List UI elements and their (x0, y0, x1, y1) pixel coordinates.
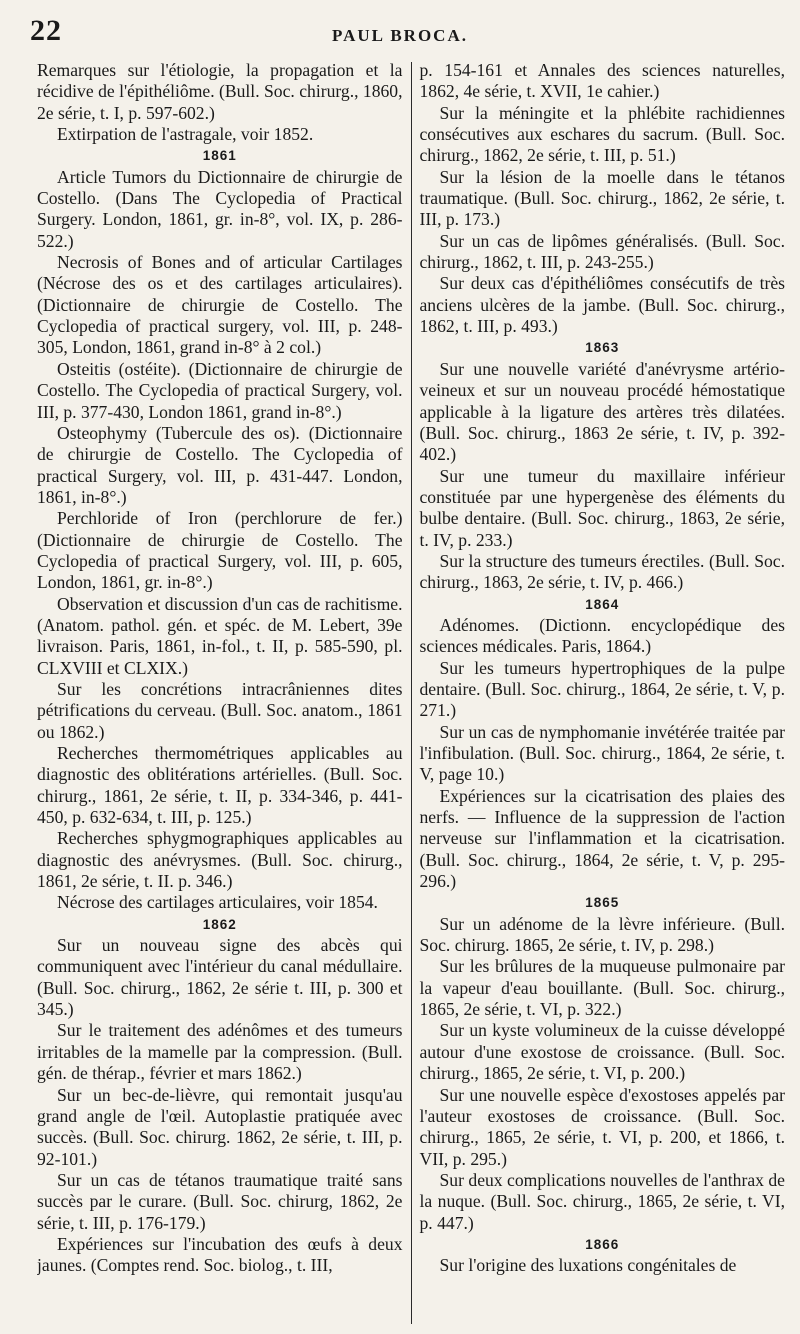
bibliography-entry: Osteophymy (Tubercule des os). (Dictionnaire de chirurgie de Costello. The Cyclopedia of practical Surgery, vol. III, p. 431-447. London, 1861, in-8°.) (37, 422, 403, 507)
bibliography-entry: Sur la méningite et la phlébite rachidiennes consécutives aux eschares du sacrum. (Bull. Soc. chirurg., 1862, 2e série, t. III, p. 51.) (419, 102, 785, 166)
bibliography-entry: Sur les concrétions intracrâniennes dites pétrifications du cerveau. (Bull. Soc. anatom., 1861 ou 1862.) (37, 678, 403, 742)
bibliography-entry: Sur les brûlures de la muqueuse pulmonaire par la vapeur d'eau bouillante. (Bull. Soc. chirurg., 1865, 2e série, t. VI, p. 322.) (419, 956, 785, 1020)
bibliography-entry: Sur la structure des tumeurs érectiles. (Bull. Soc. chirurg., 1863, 2e série, t. IV, p. 466.) (419, 550, 785, 593)
bibliography-entry: Remarques sur l'étiologie, la propagation et la récidive de l'épithéliôme. (Bull. Soc. chirurg., 1860, 2e série, t. I, p. 597-602.) (37, 60, 403, 123)
text-columns (37, 60, 785, 1326)
bibliography-entry: Sur un cas de nymphomanie invétérée traitée par l'infibulation. (Bull. Soc. chirurg., 1864, 2e série, t. V, page 10.) (419, 721, 785, 785)
bibliography-entry: p. 154-161 et Annales des sciences naturelles, 1862, 4e série, t. XVII, 1e cahier.) (419, 60, 785, 102)
bibliography-entry: Recherches thermométriques applicables au diagnostic des oblitérations artérielles. (Bull. Soc. chirurg., 1861, 2e série, t. II, p. 334-346, p. 441-450, p. 632-634, t. III, p. 125.) (37, 743, 403, 828)
year-heading: 1861 (202, 148, 237, 164)
bibliography-entry: Sur une nouvelle espèce d'exostoses appelés par l'auteur exostoses de croissance. (Bull. Soc. chirurg., 1865, 2e série, t. VI, p. 200, et 1866, t. VII, p. 295.) (419, 1084, 785, 1169)
bibliography-entry: Article Tumors du Dictionnaire de chirurgie de Costello. (Dans The Cyclopedia of Practical Surgery. London, 1861, gr. in-8°, vol. IX, p. 286-522.) (37, 166, 403, 251)
bibliography-entry: Sur une nouvelle variété d'anévrysme artério-veineux et sur un nouveau procédé hémostatique applicable à la ligature des artères très dilatées. (Bull. Soc. chirurg., 1863 2e série, t. IV, p. 392-402.) (419, 358, 785, 465)
bibliography-entry: Sur les tumeurs hypertrophiques de la pulpe dentaire. (Bull. Soc. chirurg., 1864, 2e série, t. V, p. 271.) (419, 657, 785, 721)
bibliography-entry: Expériences sur la cicatrisation des plaies des nerfs. — Influence de la suppression de l'action nerveuse sur l'inflammation et la cicatrisation. (Bull. Soc. chirurg., 1864, 2e série, t. V, p. 295-296.) (419, 785, 785, 892)
bibliography-entry: Expériences sur l'incubation des œufs à deux jaunes. (Comptes rend. Soc. biolog., t. III, (37, 1233, 403, 1276)
page-header (0, 0, 800, 52)
year-heading: 1864 (585, 596, 620, 612)
bibliography-entry: Sur un kyste volumineux de la cuisse développé autour d'une exostose de croissance. (Bull. Soc. chirurg., 1865, 2e série, t. VI, p. 200.) (419, 1020, 785, 1084)
year-heading: 1865 (585, 895, 620, 911)
bibliography-entry: Sur le traitement des adénômes et des tumeurs irritables de la mamelle par la compression. (Bull. gén. de thérap., février et mars 1862.) (37, 1020, 403, 1084)
bibliography-entry: Recherches sphygmographiques applicables au diagnostic des anévrysmes. (Bull. Soc. chirurg., 1861, 2e série, t. II. p. 346.) (37, 828, 403, 892)
page-number: 22 (30, 14, 62, 47)
bibliography-entry: Perchloride of Iron (perchlorure de fer.) (Dictionnaire de chirurgie de Costello. The Cyclopedia of practical Surgery, vol. III, p. 605, London, 1861, gr. in-8°.) (37, 508, 403, 593)
bibliography-entry: Sur la lésion de la moelle dans le tétanos traumatique. (Bull. Soc. chirurg., 1862, 2e série, t. III, p. 173.) (419, 166, 785, 230)
bibliography-entry: Sur un nouveau signe des abcès qui communiquent avec l'intérieur du canal médullaire. (Bull. Soc. chirurg., 1862, 2e série t. III, p. 300 et 345.) (37, 935, 403, 1020)
running-head: PAUL BROCA. (332, 26, 468, 45)
bibliography-entry: Osteitis (ostéite). (Dictionnaire de chirurgie de Costello. The Cyclopedia of practical Surgery, vol. III, p. 377-430, London 1861, grand in-8°.) (37, 358, 403, 422)
left-column (37, 60, 411, 1326)
bibliography-entry: Sur un cas de tétanos traumatique traité sans succès par le curare. (Bull. Soc. chirurg, 1862, 2e série, t. III, p. 176-179.) (37, 1169, 403, 1233)
right-column (412, 60, 786, 1326)
bibliography-entry: Sur un bec-de-lièvre, qui remontait jusqu'au grand angle de l'œil. Autoplastie pratiquée avec succès. (Bull. Soc. chirurg. 1862, 2e série, t. III, p. 92-101.) (37, 1084, 403, 1169)
year-heading: 1862 (202, 916, 237, 932)
year-heading: 1863 (585, 340, 620, 356)
bibliography-entry: Necrosis of Bones and of articular Cartilages (Nécrose des os et des cartilages articulaires). (Dictionnaire de chirurgie de Costello. The Cyclopedia of practical surgery, vol. III, p. 248-305, London, 1861, grand in-8° à 2 col.) (37, 252, 403, 358)
bibliography-entry: Sur un cas de lipômes généralisés. (Bull. Soc. chirurg., 1862, t. III, p. 243-255.) (419, 230, 785, 273)
bibliography-entry: Sur l'origine des luxations congénitales de (439, 1255, 737, 1276)
bibliography-entry: Extirpation de l'astragale, voir 1852. (57, 124, 314, 145)
bibliography-entry: Sur deux complications nouvelles de l'anthrax de la nuque. (Bull. Soc. chirurg., 1865, 2e série, t. VI, p. 447.) (419, 1169, 785, 1233)
bibliography-entry: Observation et discussion d'un cas de rachitisme. (Anatom. pathol. gén. et spéc. de M. Lebert, 39e livraison. Paris, 1861, in-fol., t. II, p. 585-590, pl. CLXVIII et CLXIX.) (37, 593, 403, 678)
year-heading: 1866 (585, 1236, 620, 1252)
bibliography-entry: Sur deux cas d'épithéliômes consécutifs de très anciens ulcères de la jambe. (Bull. Soc. chirurg., 1862, t. III, p. 493.) (419, 273, 785, 337)
bibliography-entry: Nécrose des cartilages articulaires, voir 1854. (57, 892, 378, 913)
bibliography-entry: Sur une tumeur du maxillaire inférieur constituée par une hypergenèse des éléments du bulbe dentaire. (Bull. Soc. chirurg., 1863, 2e série, t. IV, p. 233.) (419, 465, 785, 550)
bibliography-entry: Sur un adénome de la lèvre inférieure. (Bull. Soc. chirurg. 1865, 2e série, t. IV, p. 298.) (419, 913, 785, 956)
bibliography-entry: Adénomes. (Dictionn. encyclopédique des sciences médicales. Paris, 1864.) (419, 614, 785, 657)
